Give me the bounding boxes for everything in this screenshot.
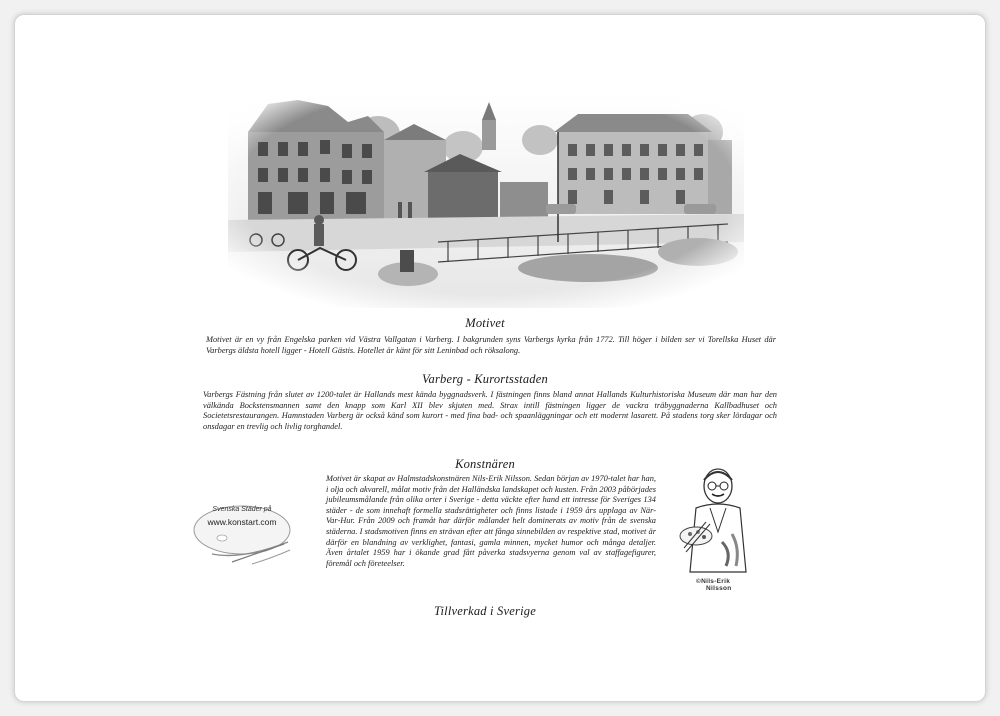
section-title-motivet: Motivet [465, 316, 505, 330]
section-text-konstnaren: Motivet är skapat av Halmstadskonstnären Nils-Erik Nilsson. Sedan början av 1970-talet har han, i olja och akvarell, målat motiv från det Halländska landskapet och kusten. Från 2003 påbörjades jubileumsmålande från olika orter i Sverige - detta väckte efter hand ett intresse för Sveriges 134 städer - de som innehaft formella stadsrättigheter och finns listade i 1959 års upplaga av När-Var-Hur. Från 2009 och framåt har därför målandet helt dominerats av motiv från de svenska städerna. I stadsmotiven finns en strävan efter att fånga sinnebilden av respektive stad, motivet är därför en blandning av verklighet, fantasi, gamla minnen, mycket humor och många detaljer. Även årtalet 1959 har i ökande grad fått påverka stadsvyerna genom val av staffagefigurer, föremål och företeelser. [326, 474, 657, 568]
signature-line-1: ©Nils-Erik [696, 578, 731, 585]
section-title-varberg: Varberg - Kurortsstaden [422, 372, 548, 386]
footer-made-in-sweden: Tillverkad i Sverige [434, 604, 536, 618]
logo-url: www.konstart.com [207, 517, 277, 527]
konstart-logo [192, 498, 296, 570]
signature-line-2: Nilsson [706, 585, 732, 592]
artist-portrait [676, 462, 760, 596]
logo-tagline: Svenska Städer på [212, 506, 272, 513]
artist-signature [696, 578, 766, 592]
section-title-konstnaren: Konstnären [455, 457, 515, 471]
artwork-illustration [228, 92, 744, 308]
section-text-motivet: Motivet är en vy från Engelska parken vid Västra Vallgatan i Varberg. I bakgrunden syns Varbergs kyrka från 1772. Till höger i bilden ser vi Torellska Huset där Varbergs äldsta hotell ligger - Hotell Gästis. Hotellet är känt för sitt Leninbad och röksalong. [206, 335, 776, 355]
section-text-varberg: Varbergs Fästning från slutet av 1200-talet är Hallands mest kända byggnadsverk. I fästningen finns bland annat Hallands Kulturhistoriska Museum där man har den välkända Bockstensmannen samt den knapp som Karl XII blev skjuten med. Strax intill fästningen ligger de vackra träbyggnaderna Kallbadhuset och Societetsrestaurangen. Hamnstaden Varberg är också känd som kurort - med fina bad- och spaanläggningar och ett modernt lasarett. På stadens torg sker lördagar och onsdagar en trevlig och livlig torghandel. [203, 390, 777, 431]
